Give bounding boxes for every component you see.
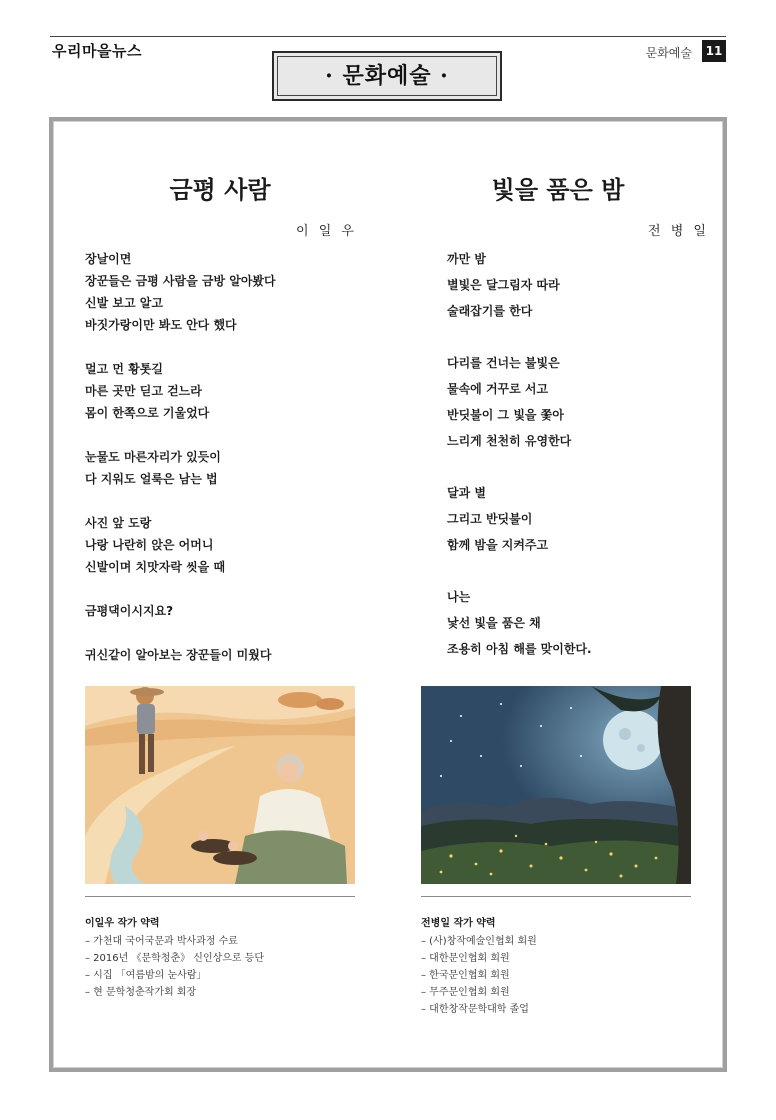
poem-left-line: 마른 곳만 딛고 걷느라 [85, 384, 202, 398]
poem-left-line: 장날이면 [85, 252, 132, 266]
divider-right [421, 896, 691, 897]
author-bio-left [85, 914, 264, 1001]
poem-right-line: 다리를 건너는 불빛은 [447, 356, 560, 370]
poem-left-line: 나랑 나란히 앉은 어머니 [85, 538, 214, 552]
poem-right-line: 함께 밤을 지켜주고 [447, 538, 549, 552]
divider-left [85, 896, 355, 897]
poem-right-line: 조용히 아침 해를 맞이한다. [447, 642, 592, 656]
poem-left-line: 멀고 먼 황톳길 [85, 362, 163, 376]
poem-right-line: 그리고 반딧불이 [447, 512, 533, 526]
bio-right-item: – 한국문인협회 회원 [421, 970, 510, 981]
poem-right-line: 나는 [447, 590, 471, 604]
poem-right-line [447, 324, 592, 350]
illustration-moonlit-night [421, 686, 691, 884]
bio-right-item: – 무주문인협회 회원 [421, 987, 510, 998]
header-rule [50, 36, 726, 37]
poem-title-left: 금평 사람 [169, 176, 271, 204]
section-banner-text: · 문화예술 · [325, 63, 449, 89]
poem-left-line: 신발이며 치맛자락 씻을 때 [85, 560, 226, 574]
poem-left-line: 바짓가랑이만 봐도 안다 했다 [85, 318, 237, 332]
poem-left-line: 다 지워도 얼룩은 남는 법 [85, 472, 218, 486]
poem-author-left: 이 일 우 [296, 224, 357, 239]
poem-body-left [85, 248, 276, 666]
countryside-drawing [85, 686, 355, 884]
bio-left-item: – 2016년 《문학청춘》 신인상으로 등단 [85, 953, 265, 964]
poem-right-line: 술래잡기를 한다 [447, 304, 533, 318]
bio-left-item: – 현 문학청춘작가회 회장 [85, 987, 197, 998]
bio-left-item: – 시집 「여름밤의 눈사람」 [85, 970, 207, 981]
poem-right-line: 느리게 천천히 유영한다 [447, 434, 572, 448]
poem-right-line: 까만 밤 [447, 252, 486, 266]
poem-left-line: 귀신같이 알아보는 장꾼들이 미웠다 [85, 648, 272, 662]
poem-left-line: 눈물도 마른자리가 있듯이 [85, 450, 221, 464]
poem-left-line: 장꾼들은 금평 사람을 금방 알아봤다 [85, 274, 276, 288]
author-bio-right [421, 914, 537, 1018]
poem-title-right: 빛을 품은 밤 [491, 176, 625, 204]
poem-left-line: 금평댁이시지요? [85, 604, 174, 618]
poem-body-right [447, 246, 592, 662]
poem-left-line: 몸이 한쪽으로 기울었다 [85, 406, 210, 420]
poem-right-line [447, 558, 592, 584]
bio-right-item: – (사)창작예술인협회 회원 [421, 936, 537, 947]
poem-left-line [85, 490, 276, 512]
poem-right-line: 물속에 거꾸로 서고 [447, 382, 549, 396]
section-label: 문화예술 [645, 46, 692, 60]
page-number: 11 [702, 40, 726, 62]
poem-left-line [85, 578, 276, 600]
poem-left-line: 사진 앞 도랑 [85, 516, 152, 530]
poem-left-line [85, 424, 276, 446]
masthead-logo: 우리마을뉴스 [52, 42, 142, 60]
poem-left-line: 신발 보고 알고 [85, 296, 163, 310]
poem-left-line [85, 336, 276, 358]
poem-right-line: 낯선 빛을 품은 채 [447, 616, 541, 630]
poem-right-line: 달과 별 [447, 486, 486, 500]
night-drawing [421, 686, 691, 884]
poem-right-line: 별빛은 달그림자 따라 [447, 278, 560, 292]
bio-left-item: – 가천대 국어국문과 박사과정 수료 [85, 936, 238, 947]
poem-right-line [447, 454, 592, 480]
poem-right-line: 반딧불이 그 빛을 쫓아 [447, 408, 564, 422]
poem-author-right: 전 병 일 [648, 224, 709, 239]
bio-title-left: 이일우 작가 약력 [85, 918, 160, 929]
bio-title-right: 전병일 작가 약력 [421, 918, 496, 929]
poem-left-line [85, 622, 276, 644]
section-banner [272, 51, 502, 101]
illustration-countryside [85, 686, 355, 884]
bio-right-item: – 대한창작문학대학 졸업 [421, 1004, 529, 1015]
bio-right-item: – 대한문인협회 회원 [421, 953, 510, 964]
